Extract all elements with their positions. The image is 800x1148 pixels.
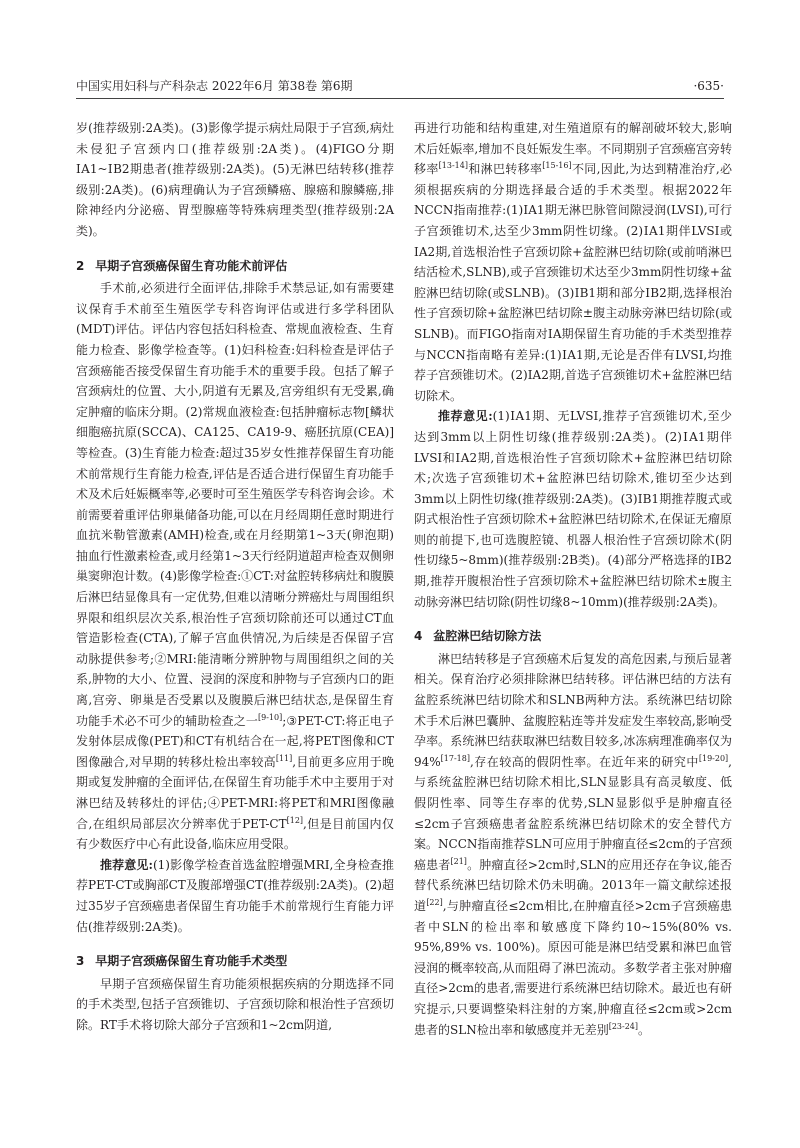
text-run: ,目前更多应用于晚期或复发肿瘤的全面评估,在保留生育功能手术中主要用于对淋巴结及转移灶的评估;④PET-MRI:将PET和MRI图像融合,在组织局部层次分辨率优于PET-CT: [76, 754, 394, 831]
section-3-continuation: [414, 118, 732, 406]
section-2-paragraph: [76, 278, 394, 855]
section-3-number: 3: [76, 954, 85, 969]
section-4-paragraph: [414, 649, 732, 1040]
citation: [12]: [286, 815, 304, 825]
text-run: ,存在较高的假阴性率。在近年来的研究中: [469, 754, 699, 769]
section-2-recommendation: [76, 855, 394, 937]
text-run: 手术前,必须进行全面评估,排除手术禁忌证,如有需要建议保育手术前至生殖医学专科咨询评估或进行多学科团队(MDT)评估。评估内容包括妇科检查、常规血液检查、生育能力检查、影像学检查等。(1)妇科检查:妇科检查是评估子宫颈癌能否接受保留生育功能手术的重要手段。包括了解子宫颈病灶的位置、大小,阴道有无累及,宫旁组织有无受累,确定肿瘤的临床分期。(2)常规血液检查:包括肿瘤标志物[鳞状细胞癌抗原(SCCA)、CA125、CA19-9、癌胚抗原(CEA)]等检查。(3)生育能力检查:超过35岁女性推荐保留生育功能术前常规行生育能力检查,评估是否适合进行保留生育功能手术及术后妊娠概率等,必要时可至生殖医学专科咨询会诊。术前需要着重评估卵巢储备功能,可以在月经周期任意时期进行血抗米勒管激素(AMH)检查,或在月经期第1~3天(卵泡期)抽血行性激素检查,或月经第1~3天行经阴道超声检查双侧卵巢窦卵泡计数。(4)影像学检查:①CT:对盆腔转移病灶和腹膜后淋巴结显像具有一定优势,但难以清晰分辨癌灶与周围组织界限和组织层次关系,根治性子宫颈切除前还可以通过CT血管造影检查(CTA),了解子宫血供情况,为后续是否保留子宫动脉提供参考;②MRI:能清晰分辨肿物与周围组织之间的关系,肿物的大小、位置、浸润的深度和肿物与子宫颈内口的距离,宫旁、卵巢是否受累以及腹膜后淋巴结状态,是保留生育功能手术必不可少的辅助检查之一: [76, 281, 394, 728]
text-run: 不同,因此,为达到精准治疗,必须根据疾病的分期选择最合适的手术类型。根据2022年NCCN指南推荐:(1)ⅠA1期无淋巴脉管间隙浸润(LVSI),可行子宫颈锥切术,达至少3mm阴性切缘。(2)ⅠA1期伴LVSI或ⅠA2期,首选根治性子宫颈切除+盆腔淋巴结切除(或前哨淋巴结活检术,SLNB),或子宫颈锥切术达至少3mm阴性切缘+盆腔淋巴结切除(或SLNB)。(3)ⅠB1期和部分ⅠB2期,选择根治性子宫颈切除+盆腔淋巴结切除±腹主动脉旁淋巴结切除(或SLNB)。而FIGO指南对ⅠA期保留生育功能的手术类型推荐与NCCN指南略有差异:(1)ⅠA1期,无论是否伴有LVSI,均推荐子宫颈锥切术。(2)ⅠA2期,首选子宫颈锥切术+盆腔淋巴结切除术。: [414, 162, 732, 403]
section-2-title: 早期子宫颈癌保留生育功能术前评估: [95, 258, 288, 273]
section-3-heading: [76, 951, 394, 972]
recommendation-text: (1)影像学检查首选盆腔增强MRI,全身检查推荐PET-CT或胸部CT及腹部增强CT(推荐级别:2A类)。(2)超过35岁子宫颈癌患者保留生育功能手术前常规行生育能力评估(推荐级别:2A类)。: [76, 857, 394, 934]
section-4-number: 4: [414, 629, 423, 644]
section-4-heading: [414, 626, 732, 647]
text-run: ,与系统盆腔淋巴结切除术相比,SLN显影具有高灵敏度、低假阴性率、同等生存率的优势,SLN显影似乎是肿瘤直径≤2cm子宫颈癌患者盆腔系统淋巴结切除术的安全替代方案。NCCN指南推荐SLN可应用于肿瘤直径≤2cm的子宫颈癌患者: [414, 754, 732, 872]
citation: [17-18]: [440, 753, 470, 763]
section-3-title: 早期子宫颈癌保留生育功能手术类型: [95, 954, 288, 969]
citation: [21]: [450, 856, 467, 866]
right-column: [414, 118, 732, 1040]
text-run: 再进行功能和结构重建,对生殖道原有的解剖破坏较大,影响术后妊娠率,增加不良妊娠发生率。不同期别子宫颈癌宫旁转移率: [414, 121, 732, 177]
text-run: ;③PET-CT:将正电子发射体层成像(PET)和CT有机结合在一起,将PET图像和CT图像融合,对早期的转移灶检出率较高: [76, 713, 394, 769]
page-number: ·635·: [693, 79, 724, 93]
citation: [22]: [426, 897, 443, 907]
section-3-paragraph: 早期子宫颈癌保留生育功能须根据疾病的分期选择不同的手术类型,包括子宫颈锥切、子宫颈切除和根治性子宫颈切除。RT手术将切除大部分子宫颈和1~2cm阴道,: [76, 976, 394, 1032]
text-run: 淋巴结转移是子宫颈癌术后复发的高危因素,与预后显著相关。保育治疗必须排除淋巴结转移。评估淋巴结的方法有盆腔系统淋巴结切除术和SLNB两种方法。系统淋巴结切除术手术后淋巴囊肿、盆腹腔粘连等并发症发生率较高,影响受孕率。系统淋巴结获取淋巴结数目较多,冰冻病理准确率仅为94%: [414, 651, 732, 769]
intro-paragraph: 岁(推荐级别:2A类)。(3)影像学提示病灶局限于子宫颈,病灶未侵犯子宫颈内口(推荐级别:2A类)。(4)FIGO分期ⅠA1~ⅠB2期患者(推荐级别:2A类)。(5)无淋巴结转移(推荐级别:2A类)。(6)病理确认为子宫颈鳞癌、腺癌和腺鳞癌,排除神经内分泌癌、胃型腺癌等特殊病理类型(推荐级别:2A类)。: [76, 121, 394, 238]
section-2-heading: [76, 256, 394, 277]
citation: [13-14]: [438, 161, 468, 171]
section-2-number: 2: [76, 258, 85, 273]
recommendation-label: 推荐意见:: [438, 409, 493, 424]
citation: [23-24]: [608, 1021, 639, 1031]
journal-citation: 中国实用妇科与产科杂志 2022年6月 第38卷 第6期: [76, 79, 353, 93]
citation: [15-16]: [542, 161, 572, 171]
section-3-recommendation: [414, 406, 732, 612]
text-run: ,但是目前国内仅有少数医疗中心有此设备,临床应用受限。: [76, 816, 394, 852]
recommendation-label: 推荐意见:: [100, 857, 153, 872]
text-run: 。肿瘤直径>2cm时,SLN的应用还存在争议,能否替代系统淋巴结切除术仍未明确。2013年一篇文献综述报道: [414, 857, 732, 913]
running-header: [76, 76, 724, 96]
citation: [11]: [275, 753, 293, 763]
citation: [19-20]: [698, 753, 729, 763]
text-run: 和淋巴转移率: [467, 162, 543, 177]
text-run: ,与肿瘤直径≤2cm相比,在肿瘤直径>2cm子宫颈癌患者中SLN的检出率和敏感度下降约10~15%(80% vs. 95%,89% vs. 100%)。原因可能是淋巴结受累和淋巴血管浸润的概率较高,从而阻碍了淋巴流动。多数学者主张对肿瘤直径>2cm的患者,需要进行系统淋巴结切除术。最近也有研究提示,只要调整染料注射的方案,肿瘤直径≤2cm或>2cm患者的SLN检出率和敏感度并无差别: [414, 898, 732, 1037]
section-4-title: 盆腔淋巴结切除方法: [433, 629, 542, 644]
text-run: 。: [638, 1022, 651, 1037]
recommendation-text: (1)ⅠA1期、无LVSI,推荐子宫颈锥切术,至少达到3mm以上阴性切缘(推荐级别:2A类)。(2)ⅠA1期伴LVSI和ⅠA2期,首选根治性子宫颈切除术+盆腔淋巴结切除术;次选子宫颈锥切术+盆腔淋巴结切除术,锥切至少达到3mm以上阴性切缘(推荐级别:2A类)。(3)ⅠB1期推荐腹式或阴式根治性子宫颈切除术+盆腔淋巴结切除术,在保证无瘤原则的前提下,也可选腹腔镜、机器人根治性子宫颈切除术(阴性切缘5~8mm)(推荐级别:2B类)。(4)部分严格选择的ⅠB2期,推荐开腹根治性子宫颈切除术+盆腔淋巴结切除术±腹主动脉旁淋巴结切除(阴性切缘8~10mm)(推荐级别:2A类)。: [414, 409, 732, 609]
left-column: [76, 118, 394, 1036]
header-divider: [76, 98, 724, 99]
citation: [9-10]: [258, 712, 283, 722]
